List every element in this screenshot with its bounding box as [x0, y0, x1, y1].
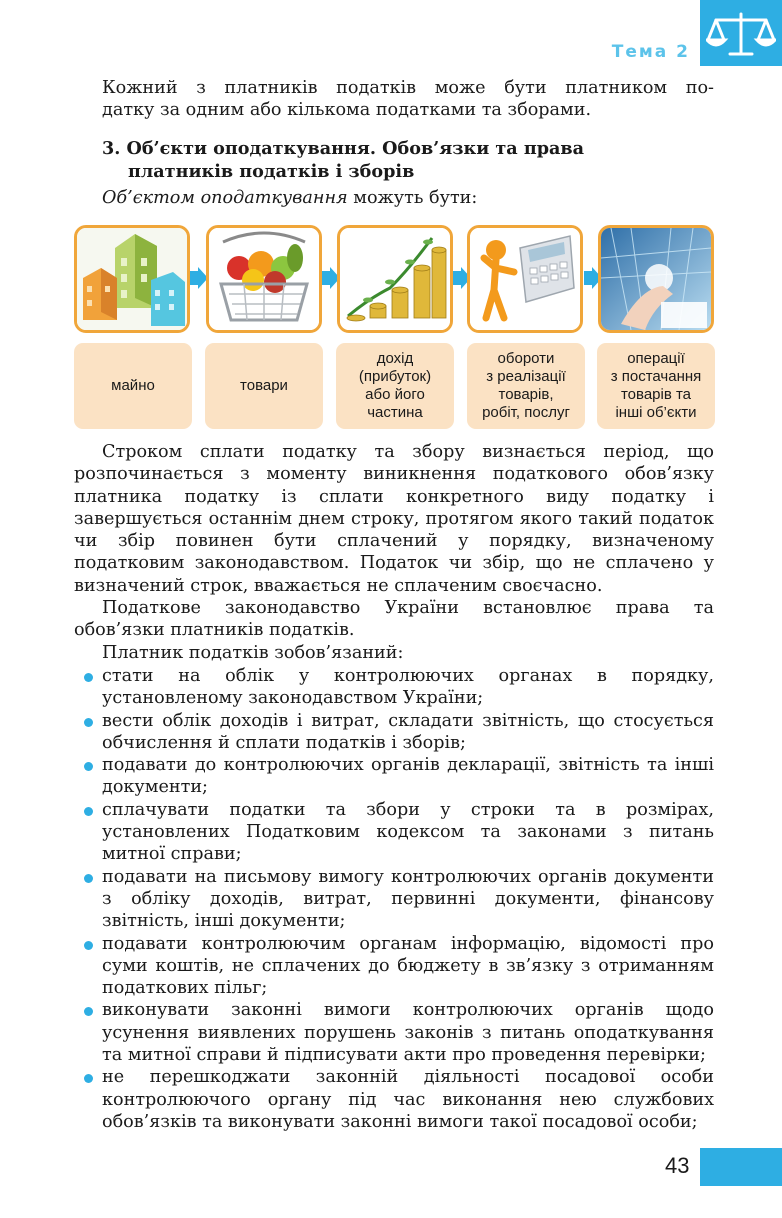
scales-of-justice-icon	[706, 8, 776, 60]
page-number: 43	[665, 1153, 690, 1178]
coin-stacks-icon	[340, 228, 450, 330]
objects-lead	[102, 187, 477, 209]
section-heading-line: платників податків і зборів	[128, 161, 415, 182]
list-item: виконувати законні вимоги контролюючих органів щодо усунення виявлених порушень законів з питань оподаткування та митної справи й підписувати акти про проведення перевірки;	[84, 999, 714, 1066]
object-label: дохід (прибуток) або його частина	[336, 343, 454, 429]
paragraph: Платник податків зобов’язаний:	[102, 642, 404, 663]
list-item: сплачувати податки та збори у строки та в розмірах, установлених Податковим кодексом та законами з питань митної справи;	[84, 799, 714, 866]
body-text	[74, 441, 714, 664]
paragraph: Податкове законодавство України встановлює права та обов’язки платників податків.	[74, 598, 714, 641]
calculator-icon	[470, 228, 580, 330]
list-item: не перешкоджати законній діяльності посадової особи контролюючого органу під час виконання нею службових обов’язків та виконувати законні вимоги такої посадової особи;	[84, 1066, 714, 1133]
object-image-property	[74, 225, 190, 333]
topic-label: Тема 2	[611, 42, 690, 62]
objects-lead-term: Об’єктом оподаткування	[102, 188, 348, 208]
object-label: товари	[205, 343, 323, 429]
object-label: майно	[74, 343, 192, 429]
intro-line: Кожний з платників податків може бути платником по-	[102, 78, 714, 98]
digital-operations-icon	[601, 228, 711, 330]
list-item: подавати до контролюючих органів декларації, звітність та інші документи;	[84, 754, 714, 799]
object-image-turnover	[467, 225, 583, 333]
section-heading	[102, 137, 722, 183]
object-image-operations	[598, 225, 714, 333]
list-item: вести облік доходів і витрат, складати звітність, що стосується обчислення й сплати податків і зборів;	[84, 710, 714, 755]
intro-paragraph	[102, 77, 714, 122]
list-item: подавати на письмову вимогу контролюючих органів документи з обліку доходів, витрат, первинні документи, фінансову звітність, інші документи;	[84, 866, 714, 933]
object-label: обороти з реалізації товарів, робіт, послуг	[467, 343, 585, 429]
object-image-goods	[206, 225, 322, 333]
paragraph: Строком сплати податку та збору визнається період, що розпочинається з моменту виникнення податкового обов’язку платника податку із сплати конкретного виду податку і завершується останнім днем строку, протягом якого такий податок чи збір повинен бути сплачений у порядку, визначеному податковим законодавством. Податок чи збір, що не сплачено у визначений строк, вважається не сплаченим своєчасно.	[74, 442, 714, 596]
list-item: стати на облік у контролюючих органах в порядку, установленому законодавством України;	[84, 665, 714, 710]
houses-icon	[77, 228, 187, 330]
section-heading-line: 3. Об’єкти оподаткування. Обов’язки та права	[102, 138, 585, 159]
list-item: подавати контролюючим органам інформацію, відомості про суми коштів, не сплачених до бюджету в зв’язку з отриманням податкових пільг;	[84, 933, 714, 1000]
object-label: операції з постачання товарів та інші об’єкти	[597, 343, 715, 429]
shopping-basket-icon	[209, 228, 319, 330]
intro-line: датку за одним або кількома податками та зборами.	[102, 100, 592, 121]
object-image-income	[337, 225, 453, 333]
signal-waves-icon	[700, 1148, 746, 1186]
obligations-list	[84, 665, 714, 1133]
objects-lead-rest: можуть бути:	[347, 188, 478, 208]
